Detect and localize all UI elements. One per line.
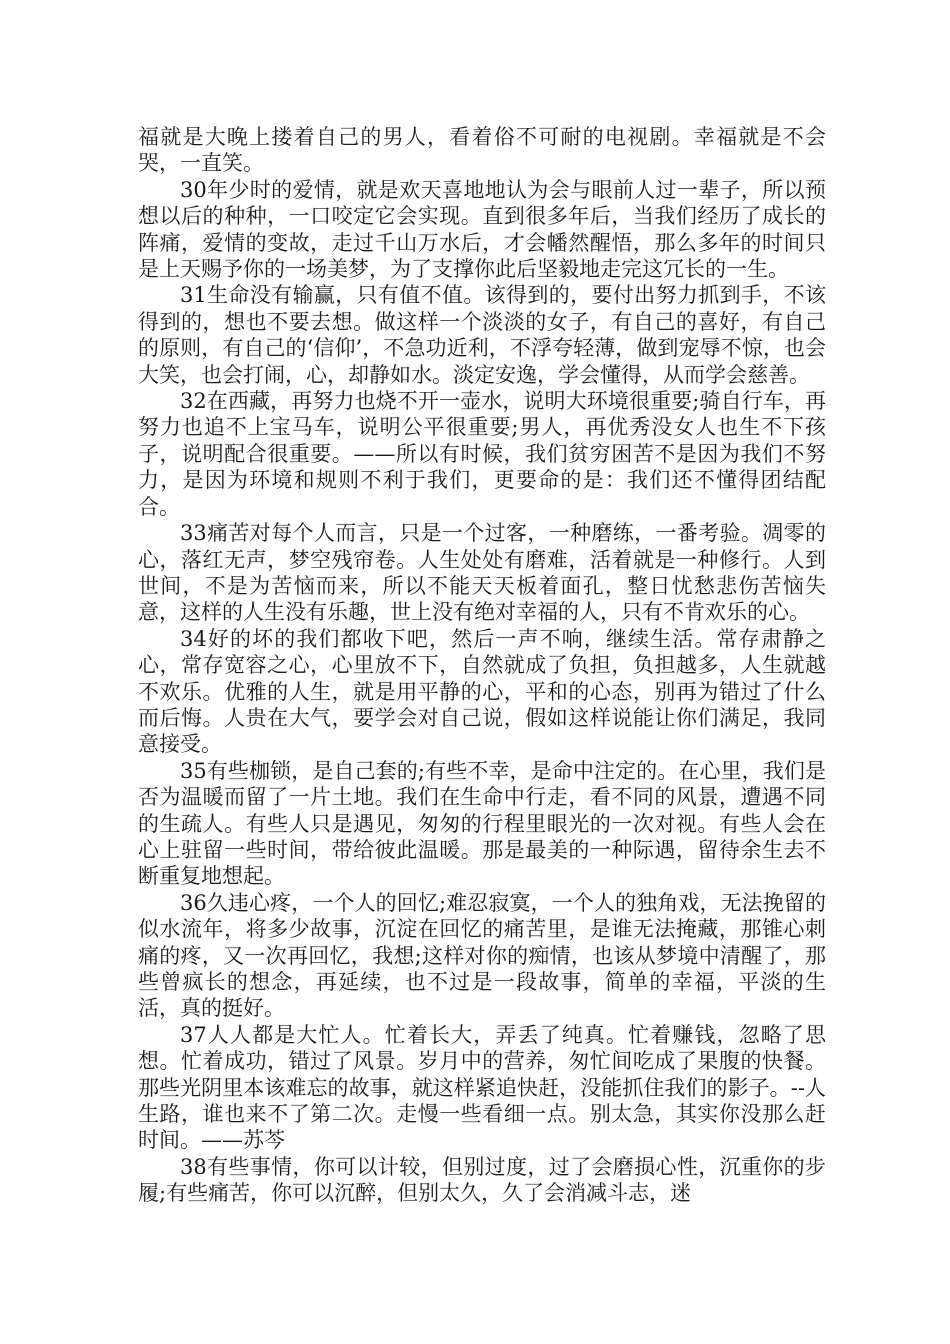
paragraph-continued: 福就是大晚上搂着自己的男人，看着俗不可耐的电视剧。幸福就是不会哭，一直笑。 [138, 125, 826, 176]
paragraph-33: 33痛苦对每个人而言，只是一个过客，一种磨练，一番考验。凋零的心，落红无声，梦空残帘卷。人生处处有磨难，活着就是一种修行。人到世间，不是为苦恼而来，所以不能天天板着面孔，整日忧愁悲伤苦恼失意，这样的人生没有乐趣，世上没有绝对幸福的人，只有不肯欢乐的心。 [138, 521, 826, 625]
paragraph-37: 37人人都是大忙人。忙着长大，弄丢了纯真。忙着赚钱，忽略了思想。忙着成功，错过了风景。岁月中的营养，匆忙间吃成了果腹的快餐。那些光阴里本该难忘的故事，就这样紧追快赶，没能抓住我们的影子。--人生路，谁也来不了第二次。走慢一些看细一点。别太急，其实你没那么赶时间。——苏芩 [138, 1022, 826, 1153]
paragraph-30: 30年少时的爱情，就是欢天喜地地认为会与眼前人过一辈子，所以预想以后的种种，一口咬定它会实现。直到很多年后，当我们经历了成长的阵痛，爱情的变故，走过千山万水后，才会幡然醒悟，那么多年的时间只是上天赐予你的一场美梦，为了支撑你此后坚毅地走完这冗长的一生。 [138, 177, 826, 282]
paragraph-35: 35有些枷锁，是自己套的;有些不幸，是命中注定的。在心里，我们是否为温暖而留了一片土地。我们在生命中行走，看不同的风景，遭遇不同的生疏人。有些人只是遇见，匆匆的行程里眼光的一次对视。有些人会在心上驻留一些时间，带给彼此温暖。那是最美的一种际遇，留待余生去不断重复地想起。 [138, 758, 826, 889]
paragraph-36: 36久违心疼，一个人的回忆;难忍寂寞，一个人的独角戏，无法挽留的似水流年，将多少故事，沉淀在回忆的痛苦里，是谁无法掩藏，那锥心刺痛的疼，又一次再回忆，我想;这样对你的痴情，也该从梦境中清醒了，那些曾疯长的想念，再延续，也不过是一段故事，简单的幸福，平淡的生活，真的挺好。 [138, 890, 826, 1021]
paragraph-32: 32在西藏，再努力也烧不开一壶水，说明大环境很重要;骑自行车，再努力也追不上宝马车，说明公平很重要;男人，再优秀没女人也生不下孩子，说明配合很重要。——所以有时候，我们贫穷困苦不是因为我们不努力，是因为环境和规则不利于我们，更要命的是：我们还不懂得团结配合。 [138, 389, 826, 519]
paragraph-31: 31生命没有输赢，只有值不值。该得到的，要付出努力抓到手，不该得到的，想也不要去想。做这样一个淡淡的女子，有自己的喜好，有自己的原则，有自己的‘信仰’，不急功近利，不浮夸轻薄，做到宠辱不惊，也会大笑，也会打闹，心，却静如水。淡定安逸，学会懂得，从而学会慈善。 [138, 283, 826, 387]
paragraph-34: 34好的坏的我们都收下吧，然后一声不响，继续生活。常存肃静之心，常存宽容之心，心里放不下，自然就成了负担，负担越多，人生就越不欢乐。优雅的人生，就是用平静的心，平和的心态，别再为错过了什么而后悔。人贵在大气，要学会对自己说，假如这样说能让你们满足，我同意接受。 [138, 626, 826, 757]
document-body [138, 124, 826, 1207]
paragraph-38: 38有些事情，你可以计较，但别过度，过了会磨损心性，沉重你的步履;有些痛苦，你可以沉醉，但别太久，久了会消减斗志，迷 [138, 1154, 826, 1206]
